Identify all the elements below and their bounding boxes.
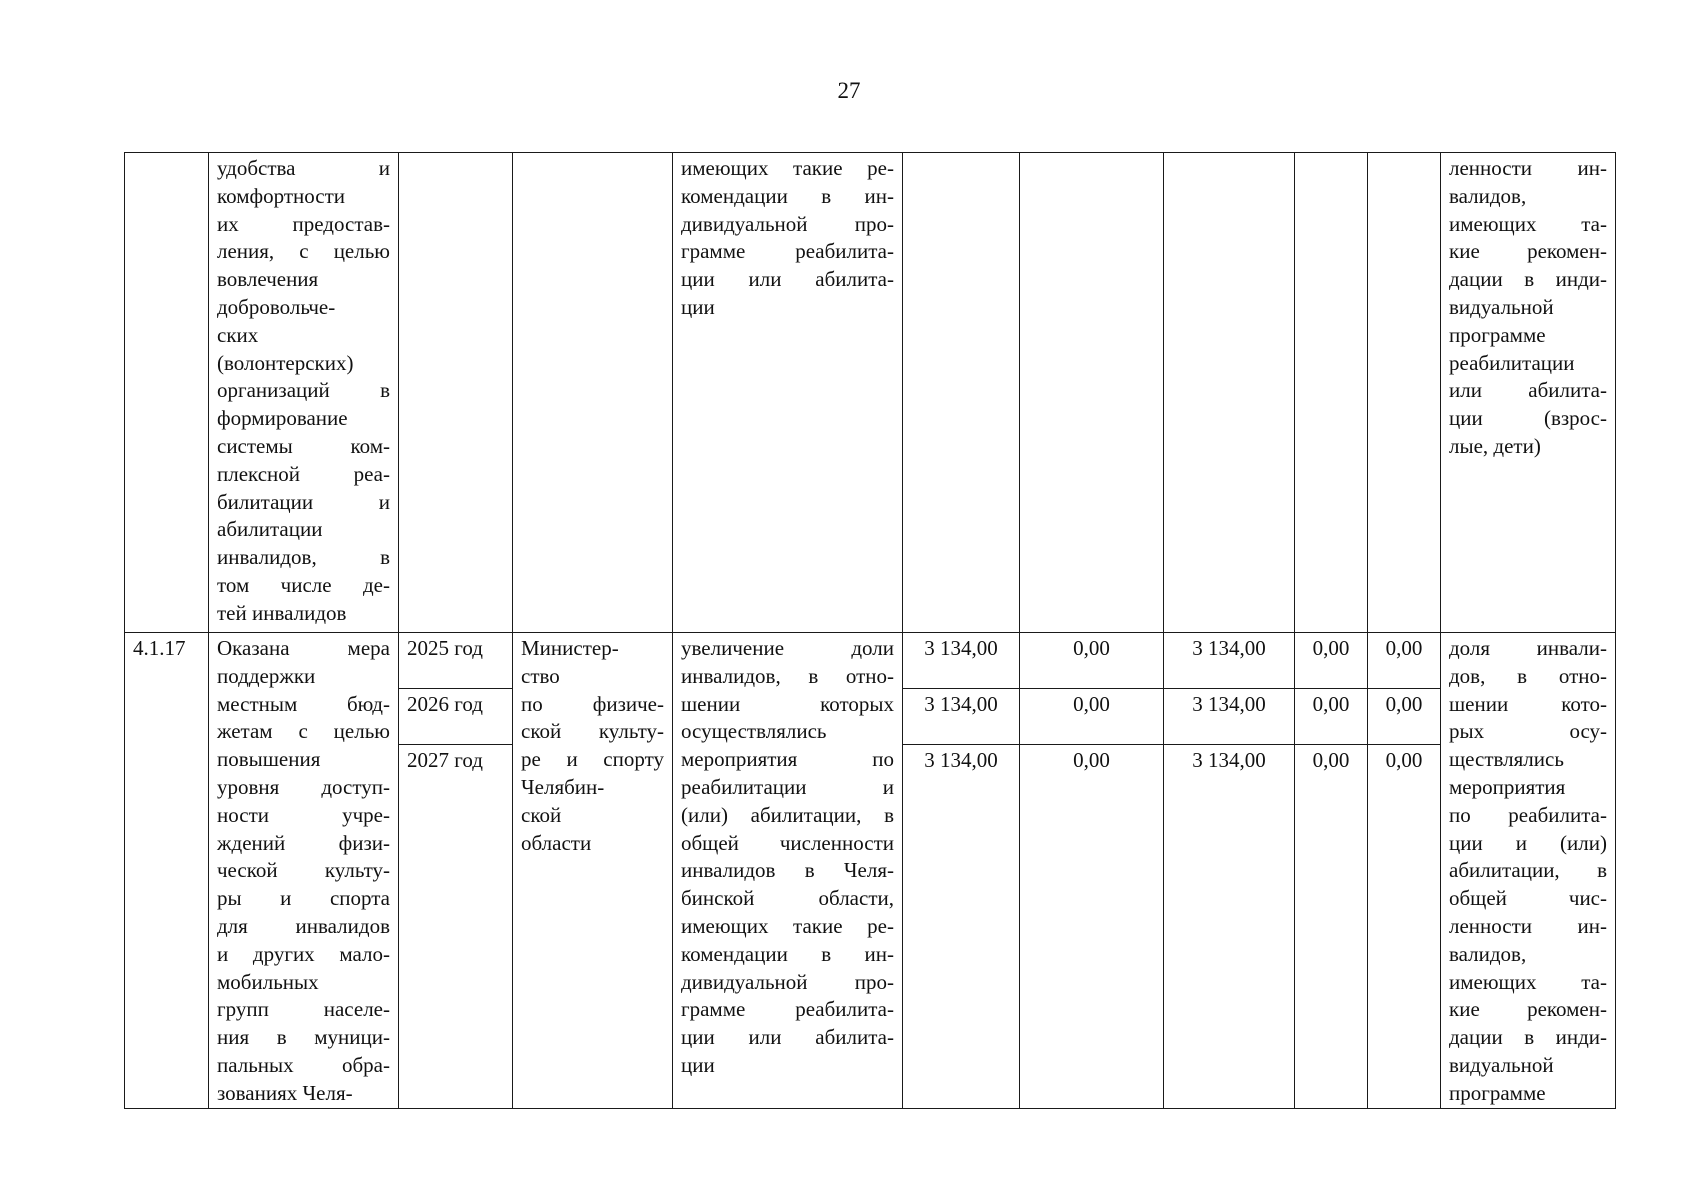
text-line: шении которых <box>681 691 894 716</box>
text-line: ской культу- <box>521 719 664 744</box>
text-line: местным бюд- <box>217 691 390 716</box>
text-line: ции (взрос- <box>1449 406 1607 431</box>
text-line: кие рекомен- <box>1449 239 1607 264</box>
text-line: ры и спорта <box>217 886 390 911</box>
text-line: удобства и <box>217 156 390 180</box>
text-line: комендации в ин- <box>681 941 894 966</box>
local-2027: 0,00 <box>1295 745 1368 1109</box>
text-line: уровня доступ- <box>217 774 390 799</box>
local-2025: 0,00 <box>1295 633 1368 689</box>
text-line: абилитации <box>217 517 323 542</box>
text-line: видуальной <box>1449 1052 1554 1077</box>
text-line: ции <box>681 1052 715 1077</box>
text-line: (или) абилитации, в <box>681 802 894 827</box>
text-line: ности учре- <box>217 802 390 827</box>
executor <box>513 633 673 1109</box>
text-line: пальных обра- <box>217 1052 390 1077</box>
text-line: имеющих та- <box>1449 211 1607 236</box>
text-line: реабилитации и <box>681 774 894 799</box>
text-line: ции <box>681 294 715 319</box>
regional-2027: 3 134,00 <box>1164 745 1295 1109</box>
regional-2025: 3 134,00 <box>1164 633 1295 689</box>
regional-2026: 3 134,00 <box>1164 689 1295 745</box>
text-line: системы ком- <box>217 433 390 458</box>
text-line: ществлялись <box>1449 747 1564 772</box>
continued-total-cell <box>903 153 1020 633</box>
text-line: грамме реабилита- <box>681 997 894 1022</box>
text-line: ния в муници- <box>217 1025 390 1050</box>
other-2026: 0,00 <box>1368 689 1441 745</box>
text-line: общей чис- <box>1449 886 1607 911</box>
text-line: области <box>521 830 592 855</box>
text-line: ления, с целью <box>217 239 390 264</box>
text-line: рых осу- <box>1449 719 1607 744</box>
text-line: Оказана мера <box>217 636 390 660</box>
expected-result <box>673 633 903 1109</box>
text-line: комендации в ин- <box>681 183 894 208</box>
continued-indicator-cell <box>1441 153 1616 633</box>
text-line: тей инвалидов <box>217 600 347 625</box>
text-line: том числе де- <box>217 572 390 597</box>
continued-number-cell <box>125 153 209 633</box>
text-line: дов, в отно- <box>1449 663 1607 688</box>
text-line: дации в инди- <box>1449 267 1607 292</box>
text-line: общей численности <box>681 830 894 855</box>
measures-table <box>124 152 1616 1109</box>
text-line: реабилитации <box>1449 350 1575 375</box>
continued-local-cell <box>1295 153 1368 633</box>
continued-row <box>125 153 1616 633</box>
text-line: бинской области, <box>681 886 894 911</box>
total-2025: 3 134,00 <box>903 633 1020 689</box>
text-line: по физиче- <box>521 691 664 716</box>
text-line: валидов, <box>1449 941 1527 966</box>
federal-2027: 0,00 <box>1020 745 1164 1109</box>
text-line: формирование <box>217 406 348 431</box>
page-number: 27 <box>837 78 861 103</box>
text-line: имеющих такие ре- <box>681 913 894 938</box>
total-2026: 3 134,00 <box>903 689 1020 745</box>
measure-description <box>209 633 399 1109</box>
text-line: их предостав- <box>217 211 390 236</box>
text-line: ленности ин- <box>1449 156 1607 180</box>
text-line: Челябин- <box>521 774 605 799</box>
text-line: ских <box>217 322 259 347</box>
text-line: организаций в <box>217 378 390 403</box>
year-2026: 2026 год <box>399 689 513 745</box>
text-line: плексной реа- <box>217 461 390 486</box>
text-line: инвалидов, в <box>217 545 390 570</box>
federal-2026: 0,00 <box>1020 689 1164 745</box>
text-line: видуальной <box>1449 294 1554 319</box>
text-line: валидов, <box>1449 183 1527 208</box>
text-line: групп населе- <box>217 997 390 1022</box>
text-line: ждений физи- <box>217 830 390 855</box>
text-line: по реабилита- <box>1449 802 1607 827</box>
continued-result-cell <box>673 153 903 633</box>
text-line: увеличение доли <box>681 636 894 660</box>
text-line: и других мало- <box>217 941 390 966</box>
text-line: жетам с целью <box>217 719 390 744</box>
text-line: имеющих та- <box>1449 969 1607 994</box>
federal-2025: 0,00 <box>1020 633 1164 689</box>
row-4117-year-1 <box>125 633 1616 689</box>
target-indicator <box>1441 633 1616 1109</box>
text-line: программе <box>1449 322 1546 347</box>
text-line: комфортности <box>217 183 346 208</box>
text-line: ции и (или) <box>1449 830 1607 855</box>
row-number: 4.1.17 <box>125 633 209 1109</box>
text-line: грамме реабилита- <box>681 239 894 264</box>
text-line: шении кото- <box>1449 691 1607 716</box>
text-line: ре и спорту <box>521 747 664 772</box>
text-line: имеющих такие ре- <box>681 156 894 180</box>
text-line: мероприятия <box>1449 774 1566 799</box>
text-line: инвалидов в Челя- <box>681 858 894 883</box>
continued-other-cell <box>1368 153 1441 633</box>
total-2027: 3 134,00 <box>903 745 1020 1109</box>
continued-period-cell <box>399 153 513 633</box>
text-line: билитации и <box>217 489 390 514</box>
text-line: дивидуальной про- <box>681 969 894 994</box>
text-line: ленности ин- <box>1449 913 1607 938</box>
text-line: для инвалидов <box>217 913 390 938</box>
text-line: кие рекомен- <box>1449 997 1607 1022</box>
other-2025: 0,00 <box>1368 633 1441 689</box>
text-line: Министер- <box>521 636 619 660</box>
text-line: ции или абилита- <box>681 267 894 292</box>
year-2025: 2025 год <box>399 633 513 689</box>
text-line: абилитации, в <box>1449 858 1607 883</box>
text-line: мероприятия по <box>681 747 894 772</box>
text-line: ской <box>521 802 562 827</box>
continued-measure-cell <box>209 153 399 633</box>
text-line: ции или абилита- <box>681 1025 894 1050</box>
text-line: программе <box>1449 1080 1546 1105</box>
text-line: ческой культу- <box>217 858 390 883</box>
text-line: повышения <box>217 747 321 772</box>
local-2026: 0,00 <box>1295 689 1368 745</box>
text-line: дации в инди- <box>1449 1025 1607 1050</box>
text-line: осуществлялись <box>681 719 827 744</box>
text-line: добровольче- <box>217 294 336 319</box>
text-line: инвалидов, в отно- <box>681 663 894 688</box>
text-line: зованиях Челя- <box>217 1080 353 1105</box>
text-line: лые, дети) <box>1449 433 1541 458</box>
continued-executor-cell <box>513 153 673 633</box>
text-line: ство <box>521 663 560 688</box>
other-2027: 0,00 <box>1368 745 1441 1109</box>
continued-regional-cell <box>1164 153 1295 633</box>
text-line: вовлечения <box>217 267 319 292</box>
text-line: поддержки <box>217 663 316 688</box>
text-line: или абилита- <box>1449 378 1607 403</box>
text-line: доля инвали- <box>1449 636 1607 660</box>
year-2027: 2027 год <box>399 745 513 1109</box>
text-line: дивидуальной про- <box>681 211 894 236</box>
text-line: (волонтерских) <box>217 350 354 375</box>
continued-federal-cell <box>1020 153 1164 633</box>
text-line: мобильных <box>217 969 319 994</box>
